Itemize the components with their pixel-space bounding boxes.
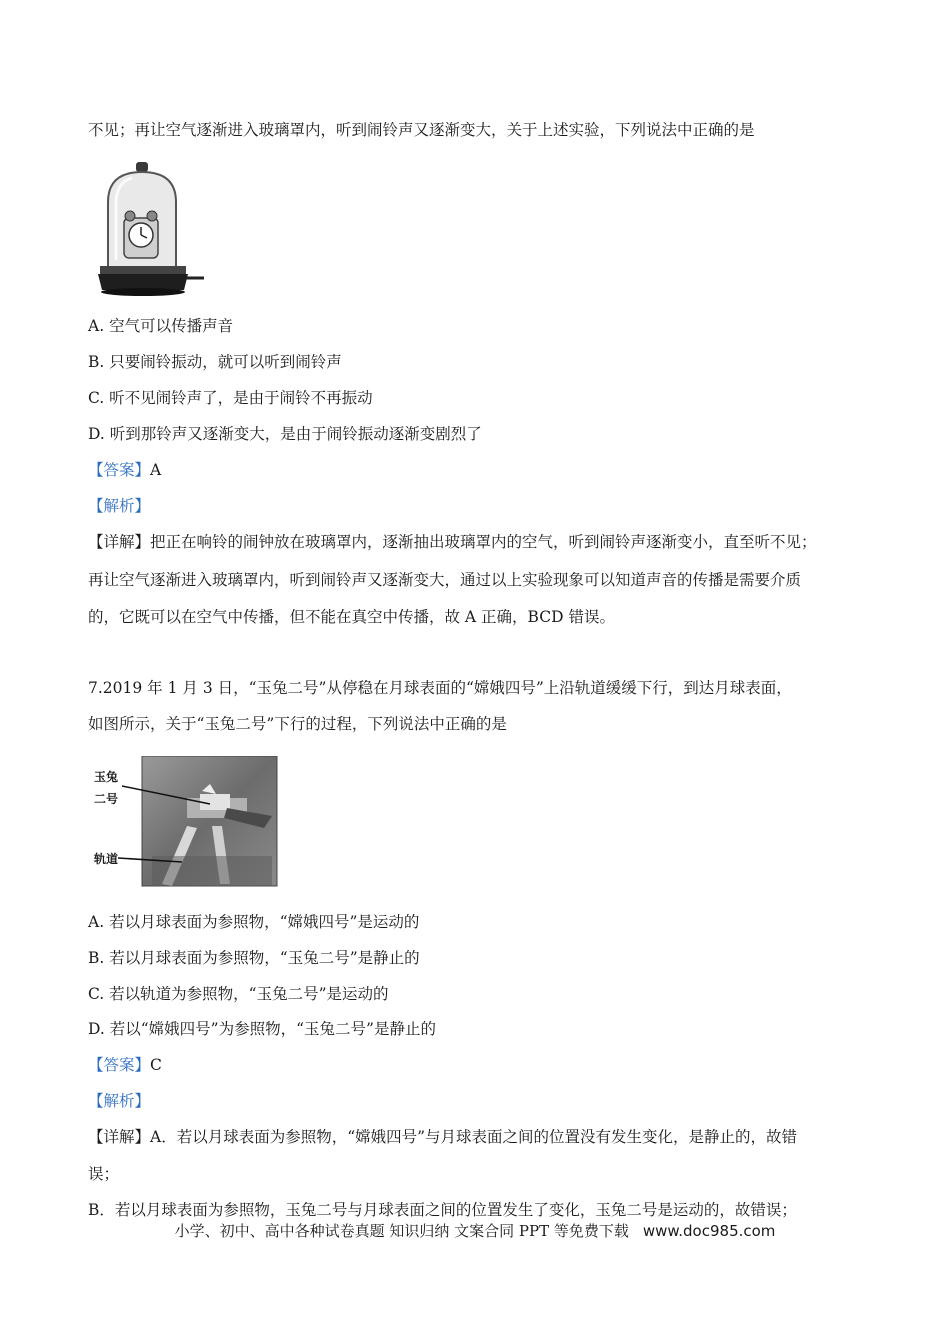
q6-analysis-heading: 【解析】 [88, 497, 151, 515]
page-footer [0, 1220, 950, 1241]
footer-text: 小学、初中、高中各种试卷真题 知识归纳 文案合同 PPT 等免费下载 [174, 1222, 629, 1240]
figure-label-rover-1: 玉兔 [94, 770, 119, 784]
figure-label-track: 轨道 [94, 852, 119, 866]
q6-option-c: C. 听不见闹铃声了，是由于闹铃不再振动 [88, 389, 373, 407]
rover-figure [92, 756, 282, 888]
figure-label-rover-2: 二号 [94, 792, 119, 806]
q7-stem-line-2: 如图所示，关于“玉兔二号”下行的过程，下列说法中正确的是 [88, 715, 507, 733]
q6-detail-line-2: 再让空气逐渐进入玻璃罩内，听到闹铃声又逐渐变大，通过以上实验现象可以知道声音的传播是需要介质 [88, 571, 802, 589]
q6-stem-tail: 不见；再让空气逐渐进入玻璃罩内，听到闹铃声又逐渐变大，关于上述实验，下列说法中正确的是 [88, 121, 755, 139]
q6-detail-line-3: 的，它既可以在空气中传播，但不能在真空中传播，故 A 正确，BCD 错误。 [88, 608, 615, 626]
q6-option-d: D. 听到那铃声又逐渐变大，是由于闹铃振动逐渐变剧烈了 [88, 425, 482, 443]
rover-photo [92, 756, 282, 888]
q6-answer: 【答案】A [88, 461, 162, 479]
footer-link[interactable]: www.doc985.com [642, 1222, 776, 1240]
q7-option-d: D. 若以“嫦娥四号”为参照物，“玉兔二号”是静止的 [88, 1020, 436, 1038]
q6-option-a: A. 空气可以传播声音 [88, 317, 234, 335]
q7-option-b: B. 若以月球表面为参照物，“玉兔二号”是静止的 [88, 949, 420, 967]
q7-answer: 【答案】C [88, 1056, 162, 1074]
q7-stem-line-1: 7.2019 年 1 月 3 日，“玉兔二号”从停稳在月球表面的“嫦娥四号”上沿轨道缓缓下行，到达月球表面， [88, 679, 792, 697]
bell-jar-figure [98, 160, 208, 300]
q6-option-b: B. 只要闹铃振动，就可以听到闹铃声 [88, 353, 342, 371]
q7-analysis-heading: 【解析】 [88, 1092, 151, 1110]
q7-detail-line-2: 误； [88, 1165, 120, 1183]
q7-option-a: A. 若以月球表面为参照物，“嫦娥四号”是运动的 [88, 913, 420, 931]
q7-detail-line-3: B．若以月球表面为参照物，玉兔二号与月球表面之间的位置发生了变化，玉兔二号是运动的，故错误； [88, 1201, 797, 1219]
q6-detail-line-1: 【详解】把正在响铃的闹钟放在玻璃罩内，逐渐抽出玻璃罩内的空气，听到闹铃声逐渐变小，直至听不见； [88, 533, 817, 551]
q7-option-c: C. 若以轨道为参照物，“玉兔二号”是运动的 [88, 985, 389, 1003]
q7-detail-line-1: 【详解】A．若以月球表面为参照物，“嫦娥四号”与月球表面之间的位置没有发生变化，是静止的，故错 [88, 1128, 798, 1146]
